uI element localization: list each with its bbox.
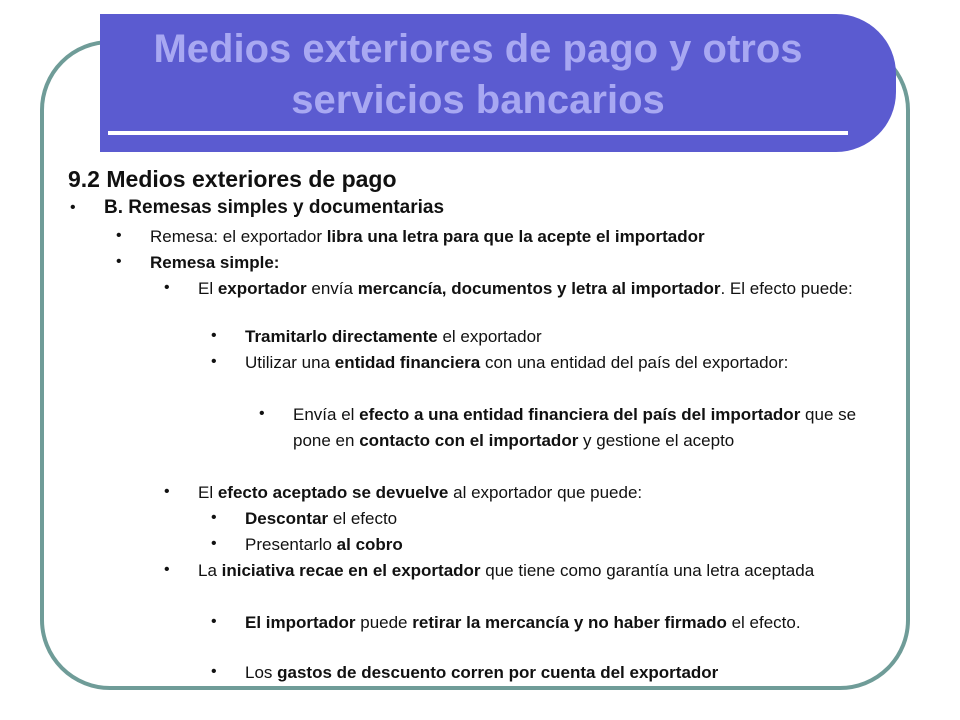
section-heading: 9.2 Medios exteriores de pago xyxy=(68,166,397,192)
text-segment: retirar la mercancía y no haber firmado xyxy=(412,613,727,632)
text-segment: efecto aceptado se devuelve xyxy=(217,483,449,502)
list-item-text xyxy=(198,276,884,302)
text-segment: El importador xyxy=(245,613,356,632)
text-segment: La xyxy=(198,561,222,580)
list-item xyxy=(211,506,884,532)
bullet-icon: • xyxy=(211,613,217,630)
slide-title: Medios exteriores de pago y otros servicios bancarios xyxy=(153,27,803,122)
list-item-text xyxy=(245,324,884,350)
list-item-text xyxy=(198,480,884,506)
list-item-text xyxy=(245,532,884,558)
text-segment: el efecto xyxy=(328,509,398,528)
text-segment: puede xyxy=(355,613,413,632)
text-segment: y gestione el acepto xyxy=(578,431,735,450)
list-item xyxy=(211,324,884,350)
list-item-text xyxy=(198,558,884,584)
text-segment: el exportador xyxy=(437,327,542,346)
text-segment: . El efecto puede: xyxy=(720,279,853,298)
text-segment: entidad financiera xyxy=(334,353,481,372)
text-segment: libra una letra para que la acepte el importador xyxy=(326,227,705,246)
text-segment: que tiene como garantía una letra aceptada xyxy=(480,561,815,580)
text-segment: el efecto. xyxy=(726,613,801,632)
bullet-icon: • xyxy=(116,227,122,244)
list-item-text xyxy=(245,350,884,376)
list-item xyxy=(211,532,884,558)
list-item xyxy=(164,276,884,302)
list-item-text xyxy=(293,402,884,454)
text-segment: mercancía, documentos y letra al importador xyxy=(357,279,721,298)
bullet-icon: • xyxy=(211,535,217,552)
text-segment: El xyxy=(198,483,218,502)
bullet-icon: • xyxy=(211,327,217,344)
bullet-icon: • xyxy=(70,199,76,216)
list-item-text xyxy=(150,224,884,250)
bullet-icon: • xyxy=(164,561,170,578)
list-item-text xyxy=(245,660,884,686)
title-underline xyxy=(108,131,848,135)
text-segment: Remesa simple: xyxy=(150,253,280,272)
bullet-icon: • xyxy=(259,405,265,422)
list-item xyxy=(70,195,884,221)
text-segment: gastos de descuento corren por cuenta del exportador xyxy=(277,663,719,682)
list-item-text xyxy=(245,506,884,532)
text-segment: Envía el xyxy=(293,405,360,424)
list-item xyxy=(164,480,884,506)
bullet-icon: • xyxy=(211,663,217,680)
text-segment: Descontar xyxy=(245,509,329,528)
text-segment: contacto con el importador xyxy=(359,431,579,450)
text-segment: Presentarlo xyxy=(245,535,337,554)
text-segment: exportador xyxy=(217,279,307,298)
list-item xyxy=(164,558,884,584)
list-item xyxy=(211,610,884,636)
list-item xyxy=(259,402,884,454)
text-segment: que se pone en xyxy=(293,405,857,450)
list-item xyxy=(211,660,884,686)
list-item xyxy=(211,350,884,376)
bullet-icon: • xyxy=(164,279,170,296)
bullet-icon: • xyxy=(116,253,122,270)
list-item-text xyxy=(104,195,884,221)
bullet-icon: • xyxy=(211,353,217,370)
bullet-icon: • xyxy=(164,483,170,500)
text-segment: al exportador que puede: xyxy=(448,483,643,502)
list-item-text xyxy=(245,610,884,636)
text-segment: con una entidad del país del exportador: xyxy=(480,353,789,372)
text-segment: Remesa: el exportador xyxy=(150,227,327,246)
text-segment: iniciativa recae en el exportador xyxy=(221,561,481,580)
text-segment: efecto a una entidad financiera del país del importador xyxy=(359,405,801,424)
list-item xyxy=(116,224,884,250)
list-item xyxy=(116,250,884,276)
text-segment: B. Remesas simples y documentarias xyxy=(104,197,445,218)
text-segment: Utilizar una xyxy=(245,353,335,372)
text-segment: envía xyxy=(306,279,358,298)
text-segment: Los xyxy=(245,663,278,682)
list-item-text xyxy=(150,250,884,276)
text-segment: El xyxy=(198,279,218,298)
text-segment: al cobro xyxy=(336,535,403,554)
bullet-icon: • xyxy=(211,509,217,526)
text-segment: Tramitarlo directamente xyxy=(245,327,438,346)
